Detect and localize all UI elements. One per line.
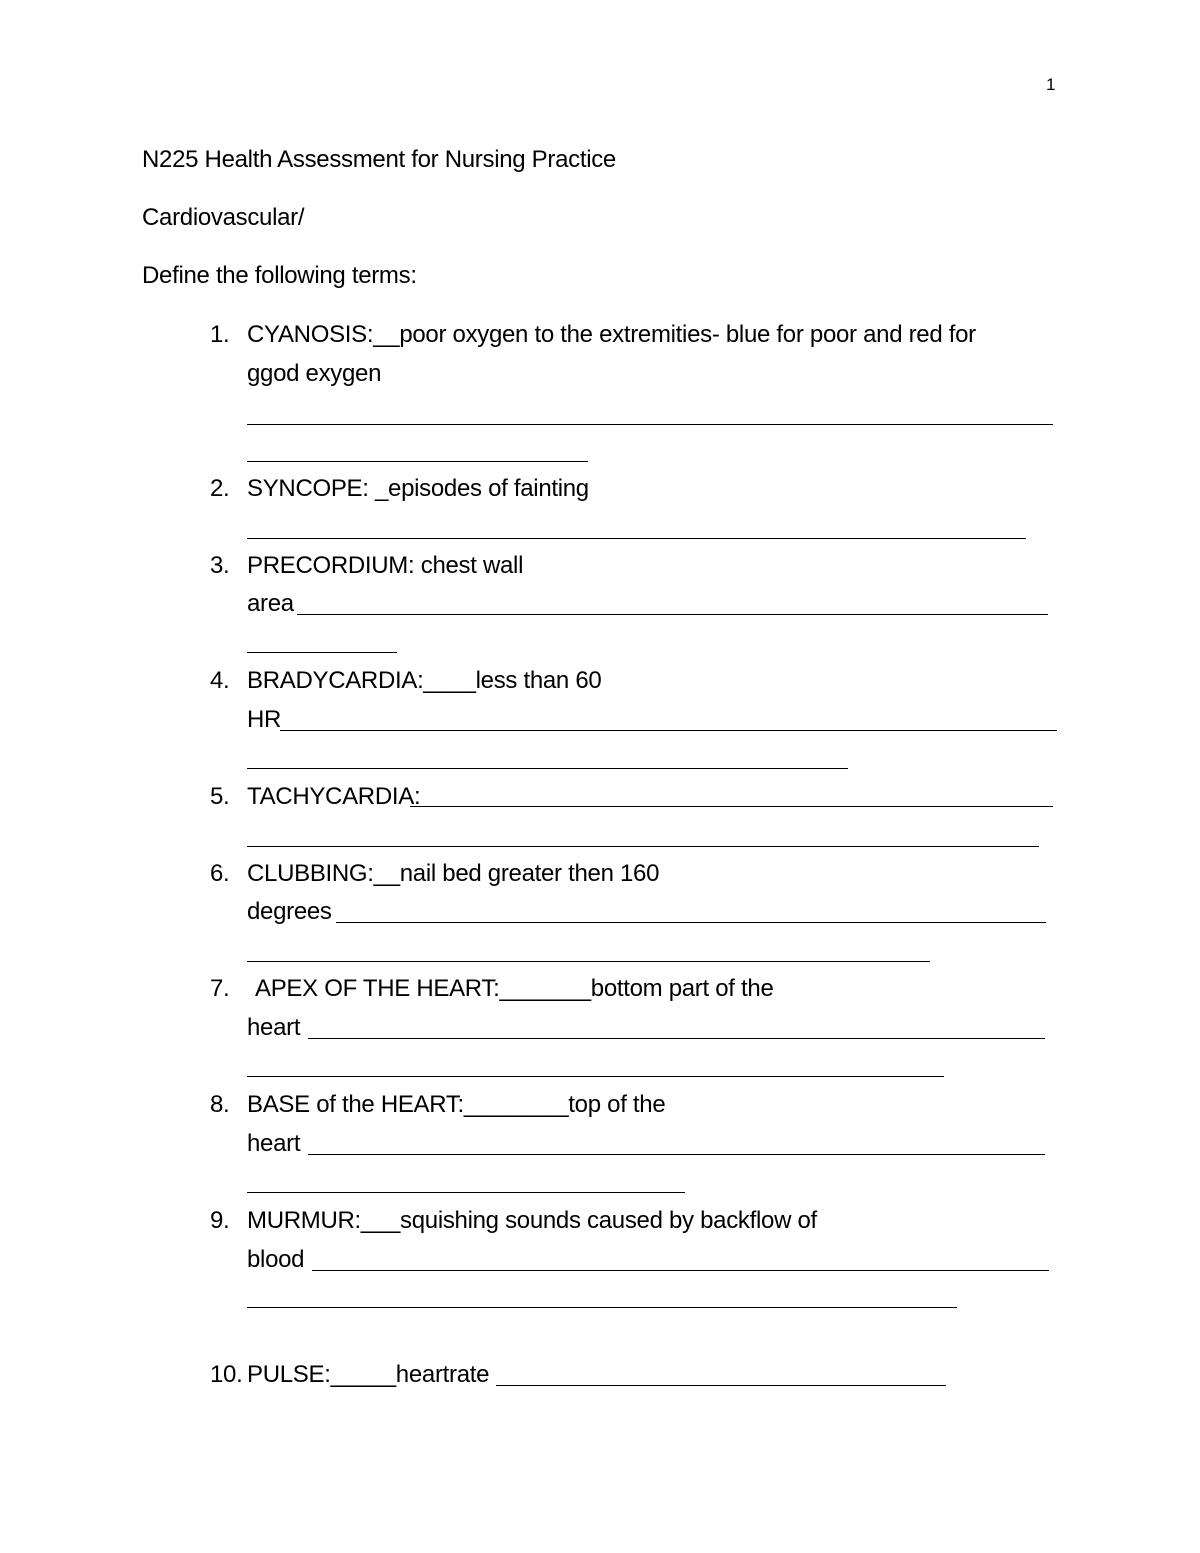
item-number: 10. bbox=[210, 1361, 243, 1388]
answer-line bbox=[308, 1038, 1045, 1039]
item-text-line: TACHYCARDIA: bbox=[247, 783, 421, 810]
item-text-line: SYNCOPE: _episodes of fainting bbox=[247, 475, 589, 502]
item-number: 1. bbox=[210, 321, 230, 348]
item-text-line: area bbox=[247, 590, 294, 617]
item-number: 7. bbox=[210, 975, 230, 1002]
item-number: 3. bbox=[210, 552, 230, 579]
item-number: 6. bbox=[210, 860, 230, 887]
item-text-line: BRADYCARDIA:____less than 60 bbox=[247, 667, 602, 694]
item-text-line: ggod exygen bbox=[247, 360, 382, 387]
document-title: N225 Health Assessment for Nursing Practice bbox=[142, 146, 616, 173]
answer-line bbox=[308, 1154, 1045, 1155]
item-text-line: HR bbox=[247, 706, 282, 733]
answer-line bbox=[247, 461, 588, 462]
item-text-line: PULSE:_____heartrate bbox=[247, 1361, 490, 1388]
answer-line bbox=[247, 961, 930, 962]
item-text-line: CYANOSIS:__poor oxygen to the extremities- blue for poor and red for bbox=[247, 321, 976, 348]
answer-line bbox=[312, 1270, 1049, 1271]
answer-line bbox=[336, 922, 1046, 923]
answer-line bbox=[280, 730, 1057, 731]
instruction-text: Define the following terms: bbox=[142, 262, 417, 289]
answer-line bbox=[247, 846, 1039, 847]
answer-line bbox=[247, 1076, 944, 1077]
item-text-line: degrees bbox=[247, 898, 332, 925]
item-text-line: blood bbox=[247, 1246, 305, 1273]
answer-line bbox=[410, 806, 1053, 807]
item-text-line: heart bbox=[247, 1014, 301, 1041]
item-number: 5. bbox=[210, 783, 230, 810]
answer-line bbox=[247, 1192, 685, 1193]
answer-line bbox=[247, 424, 1053, 425]
item-text-line: APEX OF THE HEART:_______bottom part of the bbox=[255, 975, 774, 1002]
item-number: 2. bbox=[210, 475, 230, 502]
answer-line bbox=[247, 538, 1026, 539]
item-number: 4. bbox=[210, 667, 230, 694]
answer-line bbox=[247, 652, 397, 653]
item-text-line: BASE of the HEART:________top of the bbox=[247, 1091, 666, 1118]
item-number: 9. bbox=[210, 1207, 230, 1234]
answer-line bbox=[496, 1385, 946, 1386]
answer-line bbox=[247, 768, 848, 769]
section-heading: Cardiovascular/ bbox=[142, 204, 305, 231]
page-number: 1 bbox=[1046, 75, 1056, 94]
item-text-line: heart bbox=[247, 1130, 301, 1157]
answer-line bbox=[297, 614, 1048, 615]
item-number: 8. bbox=[210, 1091, 230, 1118]
answer-line bbox=[247, 1307, 957, 1308]
item-text-line: MURMUR:___squishing sounds caused by backflow of bbox=[247, 1207, 817, 1234]
item-text-line: CLUBBING:__nail bed greater then 160 bbox=[247, 860, 660, 887]
item-text-line: PRECORDIUM: chest wall bbox=[247, 552, 524, 579]
